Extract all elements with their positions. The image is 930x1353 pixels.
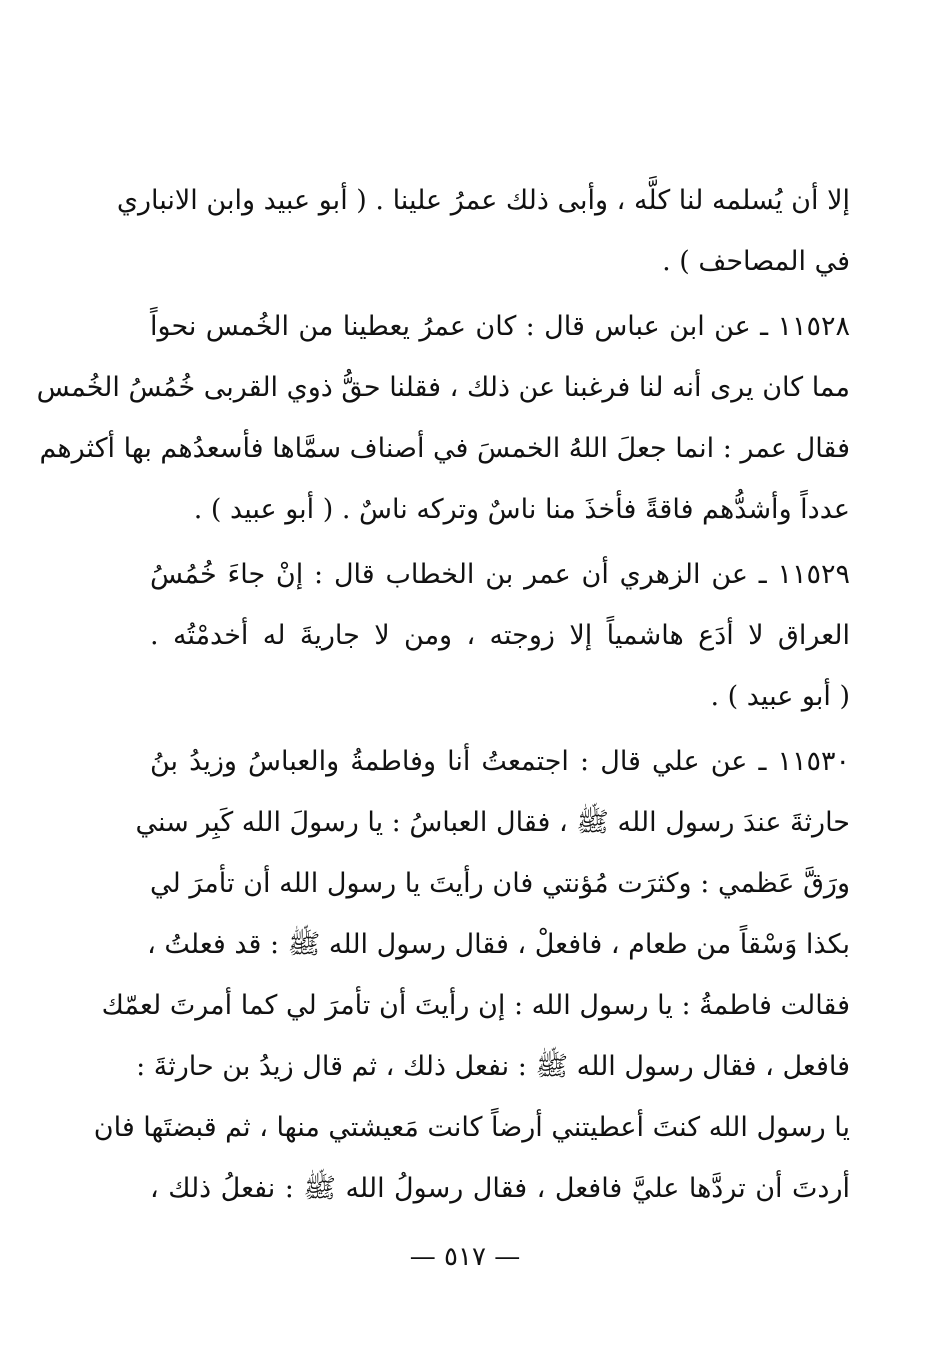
text-line: يا رسول الله كنتَ أعطيتني أرضاً كانت مَعيشتي منها ، ثم قبضتَها فان: [93, 1112, 850, 1143]
text-line: فافعل ، فقال رسول الله ﷺ : نفعل ذلك ، ثم قال زيدُ بن حارثةَ :: [136, 1051, 850, 1082]
text-line: إلا أن يُسلمه لنا كلَّه ، وأبى ذلك عمرُ علينا . ( أبو عبيد وابن الانباري: [116, 185, 850, 216]
text-line: حارثةَ عندَ رسول الله ﷺ ، فقال العباسُ : يا رسولَ الله كَبِر سني: [135, 807, 850, 838]
text-line: فقالت فاطمةُ : يا رسول الله : إن رأيتَ أن تأمرَ لي كما أمرتَ لعمّك: [101, 990, 850, 1021]
text-line: ١١٥٢٨ ـ عن ابن عباس قال : كان عمرُ يعطينا من الخُمس نحواً: [150, 311, 850, 342]
text-line: ( أبو عبيد ) .: [710, 681, 850, 712]
text-line: ١١٥٢٩ ـ عن الزهري أن عمر بن الخطاب قال : إنْ جاءَ خُمُسُ: [150, 559, 850, 590]
text-line: العراق لا أدَع هاشمياً إلا زوجته ، ومن لا جاريةَ له أخدمْتُه .: [150, 620, 850, 651]
text-line: فقال عمر : انما جعلَ اللهُ الخمسَ في أصناف سمَّاها فأسعدُهم بها أكثرهم: [39, 433, 850, 464]
text-line: بكذا وَسْقاً من طعام ، فافعلْ ، فقال رسول الله ﷺ : قد فعلتُ ،: [147, 929, 850, 960]
page-body: [36, 182, 850, 1231]
text-line: عدداً وأشدُّهم فاقةً فأخذَ منا ناسٌ وتركه ناسٌ . ( أبو عبيد ) .: [193, 494, 850, 525]
text-line: ١١٥٣٠ ـ عن علي قال : اجتمعتُ أنا وفاطمةُ والعباسُ وزيدُ بنُ: [150, 746, 850, 777]
text-line: ورَقَّ عَظمي : وكثرَت مُؤنتي فان رأيتَ يا رسول الله أن تأمرَ لي: [150, 868, 850, 899]
page-number: — ٥١٧ —: [409, 1242, 521, 1272]
text-line: مما كان يرى أنه لنا فرغبنا عن ذلك ، فقلنا حقُّ ذوي القربى خُمُسُ الخُمس: [36, 372, 850, 403]
paragraph: [150, 556, 850, 716]
text-line: أردتَ أن تردَّها عليَّ فافعل ، فقال رسولُ الله ﷺ : نفعلُ ذلك ،: [150, 1173, 850, 1204]
paragraph: [93, 743, 850, 1208]
text-line: في المصاحف ) .: [662, 246, 850, 277]
paragraph: [36, 308, 850, 529]
paragraph: [116, 182, 850, 281]
